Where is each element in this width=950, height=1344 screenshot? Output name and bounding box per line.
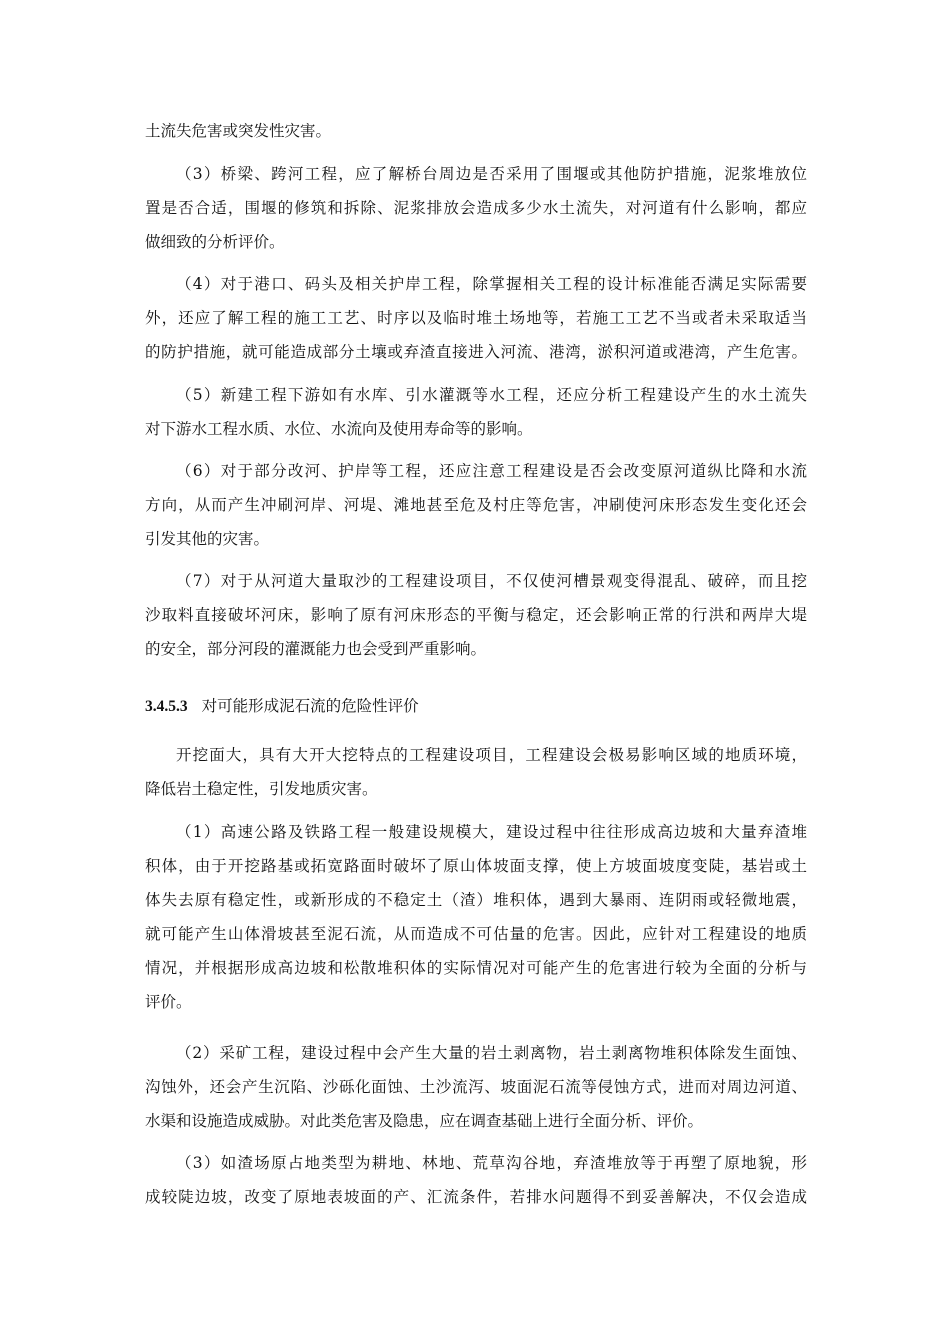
paragraph-item-3b — [145, 1146, 807, 1214]
paragraph-continuation — [145, 114, 807, 148]
text-line: 降低岩土稳定性，引发地质灾害。 — [145, 780, 378, 798]
text-line: 体失去原有稳定性，或新形成的不稳定土（渣）堆积体，遇到大暴雨、连阴雨或轻微地震， — [145, 891, 807, 909]
text-line: 引发其他的灾害。 — [145, 530, 270, 548]
text-line: 评价。 — [145, 993, 192, 1011]
text-line: 成较陡边坡，改变了原地表坡面的产、汇流条件，若排水问题得不到妥善解决，不仅会造成 — [145, 1188, 807, 1206]
text-line: 对下游水工程水质、水位、水流向及使用寿命等的影响。 — [145, 420, 533, 438]
text-line: （1）高速公路及铁路工程一般建设规模大，建设过程中往往形成高边坡和大量弃渣堆 — [176, 823, 807, 841]
text-line: （3）如渣场原占地类型为耕地、林地、荒草沟谷地，弃渣堆放等于再塑了原地貌，形 — [176, 1154, 807, 1172]
text-line: 方向，从而产生冲刷河岸、河堤、滩地甚至危及村庄等危害，冲刷使河床形态发生变化还会 — [145, 496, 807, 514]
paragraph-item-3 — [145, 157, 807, 259]
text-line: 开挖面大，具有大开大挖特点的工程建设项目，工程建设会极易影响区域的地质环境， — [176, 746, 807, 764]
text-line: （5）新建工程下游如有水库、引水灌溉等水工程，还应分析工程建设产生的水土流失 — [176, 386, 807, 404]
text-line: 积体，由于开挖路基或拓宽路面时破坏了原山体坡面支撑，使上方坡面坡度变陡，基岩或土 — [145, 857, 807, 875]
text-line: 置是否合适，围堰的修筑和拆除、泥浆排放会造成多少水土流失，对河道有什么影响，都应 — [145, 199, 807, 217]
section-number: 3.4.5.3 — [145, 698, 188, 715]
paragraph-item-4 — [145, 267, 807, 369]
text-line: 的安全，部分河段的灌溉能力也会受到严重影响。 — [145, 640, 487, 658]
text-line: （4）对于港口、码头及相关护岸工程，除掌握相关工程的设计标准能否满足实际需要 — [176, 275, 807, 293]
text-line: 土流失危害或突发性灾害。 — [145, 122, 332, 140]
text-line: 水渠和设施造成威胁。对此类危害及隐患，应在调查基础上进行全面分析、评价。 — [145, 1112, 704, 1130]
text-line: 外，还应了解工程的施工工艺、时序以及临时堆土场地等，若施工工艺不当或者未采取适当 — [145, 309, 807, 327]
text-line: （3）桥梁、跨河工程，应了解桥台周边是否采用了围堰或其他防护措施，泥浆堆放位 — [176, 165, 807, 183]
paragraph-item-7 — [145, 564, 807, 666]
text-line: （6）对于部分改河、护岸等工程，还应注意工程建设是否会改变原河道纵比降和水流 — [176, 462, 807, 480]
paragraph-intro — [145, 738, 807, 806]
text-line: 沙取料直接破坏河床，影响了原有河床形态的平衡与稳定，还会影响正常的行洪和两岸大堤 — [145, 606, 807, 624]
text-line: （2）采矿工程，建设过程中会产生大量的岩土剥离物，岩土剥离物堆积体除发生面蚀、 — [176, 1044, 807, 1062]
text-line: 就可能产生山体滑坡甚至泥石流，从而造成不可估量的危害。因此，应针对工程建设的地质 — [145, 925, 807, 943]
paragraph-item-2 — [145, 1036, 807, 1138]
section-heading — [145, 694, 807, 719]
paragraph-item-6 — [145, 454, 807, 556]
text-line: 情况，并根据形成高边坡和松散堆积体的实际情况对可能产生的危害进行较为全面的分析与 — [145, 959, 807, 977]
text-line: （7）对于从河道大量取沙的工程建设项目，不仅使河槽景观变得混乱、破碎，而且挖 — [176, 572, 807, 590]
text-line: 的防护措施，就可能造成部分土壤或弃渣直接进入河流、港湾，淤积河道或港湾，产生危害。 — [145, 343, 807, 361]
text-line: 沟蚀外，还会产生沉陷、沙砾化面蚀、土沙流泻、坡面泥石流等侵蚀方式，进而对周边河道、 — [145, 1078, 807, 1096]
text-line: 做细致的分析评价。 — [145, 233, 285, 251]
paragraph-item-1 — [145, 815, 807, 1019]
section-title: 对可能形成泥石流的危险性评价 — [201, 697, 419, 715]
paragraph-item-5 — [145, 378, 807, 446]
